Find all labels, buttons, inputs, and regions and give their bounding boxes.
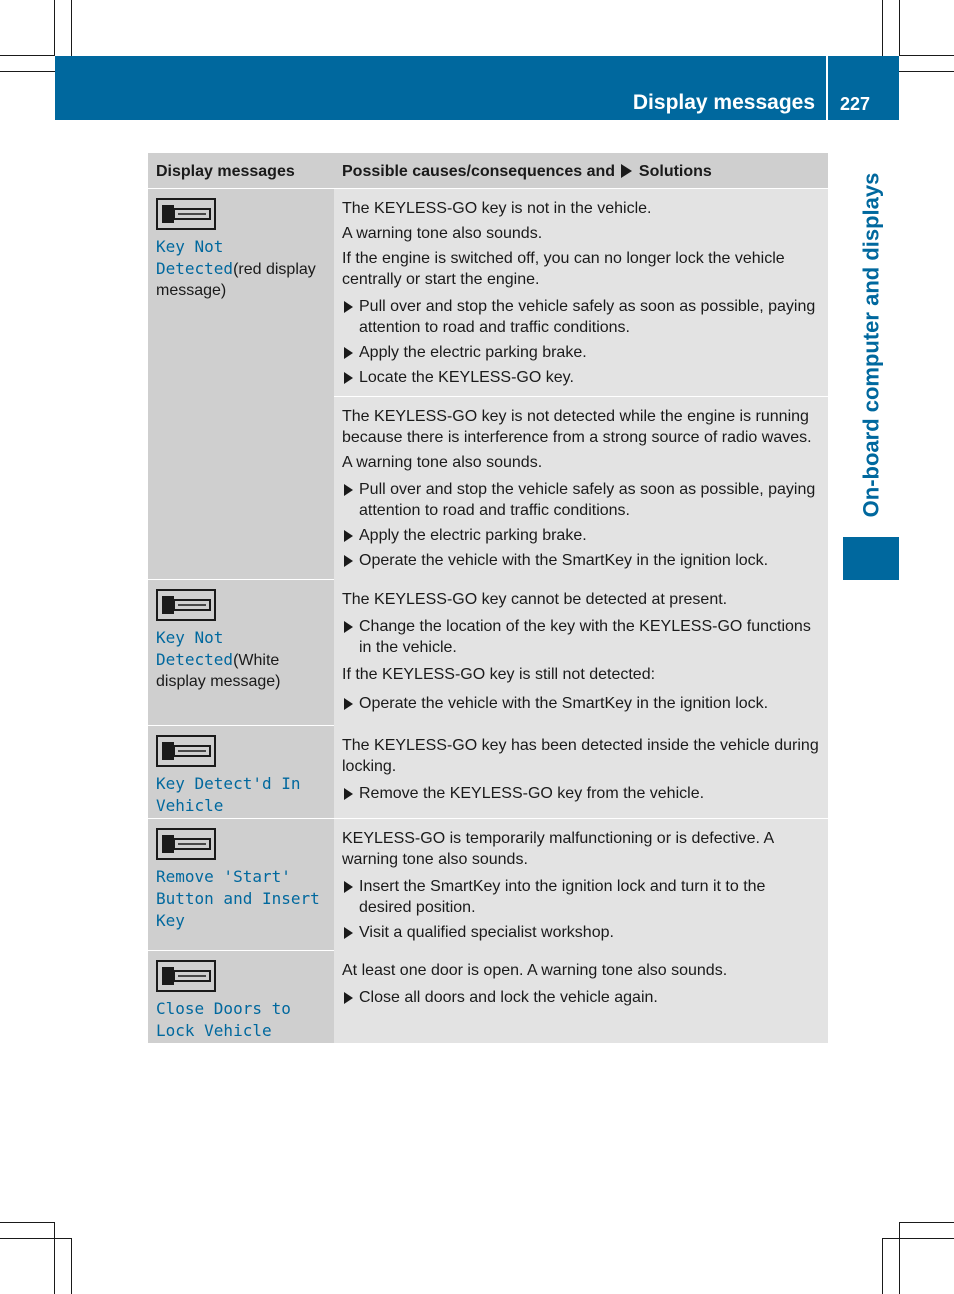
- display-message-note: (red display message): [156, 261, 316, 299]
- solution-step: Apply the electric parking brake.: [342, 525, 820, 546]
- cause-block: The KEYLESS-GO key cannot be detected at present. Change the location of the key with the KEYLESS-GO functions in the vehicle. If the KEYLESS-GO key is still not detected: Operate the vehicle with the SmartKey in the ignition lock.: [334, 580, 828, 726]
- causes-cell: [334, 951, 828, 1043]
- solution-step: Locate the KEYLESS-GO key.: [342, 367, 820, 388]
- crop-mark: [899, 1222, 900, 1294]
- solution-step: Operate the vehicle with the SmartKey in the ignition lock.: [342, 550, 820, 571]
- section-title: Display messages: [632, 91, 815, 114]
- causes-cell: [334, 580, 828, 725]
- solution-step: Operate the vehicle with the SmartKey in the ignition lock.: [342, 693, 820, 714]
- arrow-right-icon: [344, 372, 353, 384]
- arrow-right-icon: [344, 347, 353, 359]
- message-cell: [148, 580, 334, 725]
- header-divider: [826, 56, 828, 120]
- crop-mark: [882, 1238, 883, 1294]
- arrow-right-icon: [344, 992, 353, 1004]
- cause-block: The KEYLESS-GO key has been detected inside the vehicle during locking. Remove the KEYLESS-GO key from the vehicle.: [334, 726, 828, 818]
- crop-mark: [899, 55, 954, 56]
- message-cell: [148, 951, 334, 1043]
- crop-mark: [0, 71, 55, 72]
- arrow-right-icon: [621, 164, 632, 178]
- crop-mark: [899, 0, 900, 56]
- crop-mark: [899, 71, 954, 72]
- table-row: [148, 818, 828, 950]
- cause-block: KEYLESS-GO is temporarily malfunctioning or is defective. A warning tone also sounds. Insert the SmartKey into the ignition lock and turn it to the desired position. Visit a qualified specialist workshop.: [334, 819, 828, 955]
- solution-step: Pull over and stop the vehicle safely as soon as possible, paying attention to road and traffic conditions.: [342, 296, 820, 338]
- chapter-tab: [843, 160, 899, 530]
- chapter-tab-label: On-board computer and displays: [858, 172, 883, 518]
- crop-mark: [882, 0, 883, 56]
- display-message-text: Key Not Detected: [156, 628, 234, 669]
- causes-cell: [334, 189, 828, 579]
- solution-step: Change the location of the key with the KEYLESS-GO functions in the vehicle.: [342, 616, 820, 658]
- key-display-icon: [156, 735, 216, 767]
- table-row: [148, 725, 828, 818]
- key-display-icon: [156, 589, 216, 621]
- solution-step: Pull over and stop the vehicle safely as soon as possible, paying attention to road and traffic conditions.: [342, 479, 820, 521]
- arrow-right-icon: [344, 927, 353, 939]
- table-row: [148, 579, 828, 725]
- crop-mark: [71, 1238, 72, 1294]
- crop-mark: [54, 1222, 55, 1294]
- arrow-right-icon: [344, 530, 353, 542]
- table-row: [148, 950, 828, 1043]
- display-message-text: Close Doors to Lock Vehicle: [156, 999, 291, 1040]
- crop-mark: [882, 1238, 954, 1239]
- crop-mark: [0, 55, 55, 56]
- arrow-right-icon: [344, 484, 353, 496]
- solution-step: Insert the SmartKey into the ignition lock and turn it to the desired position.: [342, 876, 820, 918]
- key-display-icon: [156, 828, 216, 860]
- header-band: [55, 56, 899, 120]
- cause-block: The KEYLESS-GO key is not detected while the engine is running because there is interference from a strong source of radio waves. A warning tone also sounds. Pull over and stop the vehicle safely as soon as possible, paying attention to road and traffic conditions. Apply the electric parking brake. Operate the vehicle with the SmartKey in the ignition lock.: [334, 396, 828, 583]
- cause-block: The KEYLESS-GO key is not in the vehicle. A warning tone also sounds. If the engine is switched off, you can no longer lock the vehicle centrally or start the engine. Pull over and stop the vehicle safely as soon as possible, paying attention to road and traffic conditions. Apply the electric parking brake. Locate the KEYLESS-GO key.: [334, 189, 828, 396]
- crop-mark: [71, 0, 72, 56]
- crop-mark: [54, 0, 55, 56]
- chapter-tab-marker: [843, 537, 899, 580]
- key-display-icon: [156, 198, 216, 230]
- arrow-right-icon: [344, 698, 353, 710]
- arrow-right-icon: [344, 881, 353, 893]
- column-header-messages: Display messages: [156, 163, 295, 180]
- causes-cell: [334, 819, 828, 950]
- crop-mark: [0, 1222, 55, 1223]
- display-messages-table: [148, 153, 828, 1043]
- message-cell: [148, 726, 334, 818]
- message-cell: [148, 189, 334, 579]
- solution-step: Apply the electric parking brake.: [342, 342, 820, 363]
- solution-step: Remove the KEYLESS-GO key from the vehicle.: [342, 783, 820, 804]
- arrow-right-icon: [344, 301, 353, 313]
- page-number: 227: [840, 94, 871, 114]
- display-message-text: Remove 'Start' Button and Insert Key: [156, 867, 320, 930]
- table-row: [148, 188, 828, 579]
- solution-step: Visit a qualified specialist workshop.: [342, 922, 820, 943]
- arrow-right-icon: [344, 788, 353, 800]
- column-header-causes: Possible causes/consequences and Solutions: [342, 163, 712, 180]
- display-message-note: (White display message): [156, 652, 281, 690]
- cause-block: At least one door is open. A warning tone also sounds. Close all doors and lock the vehicle again.: [334, 951, 828, 1043]
- arrow-right-icon: [344, 621, 353, 633]
- display-message-text: Key Not Detected: [156, 237, 234, 278]
- display-message-text: Key Detect'd In Vehicle: [156, 774, 301, 815]
- table-header: [148, 153, 828, 188]
- key-display-icon: [156, 960, 216, 992]
- arrow-right-icon: [344, 555, 353, 567]
- causes-cell: [334, 726, 828, 818]
- crop-mark: [899, 1222, 954, 1223]
- solution-step: Close all doors and lock the vehicle again.: [342, 987, 820, 1008]
- message-cell: [148, 819, 334, 950]
- crop-mark: [0, 1238, 72, 1239]
